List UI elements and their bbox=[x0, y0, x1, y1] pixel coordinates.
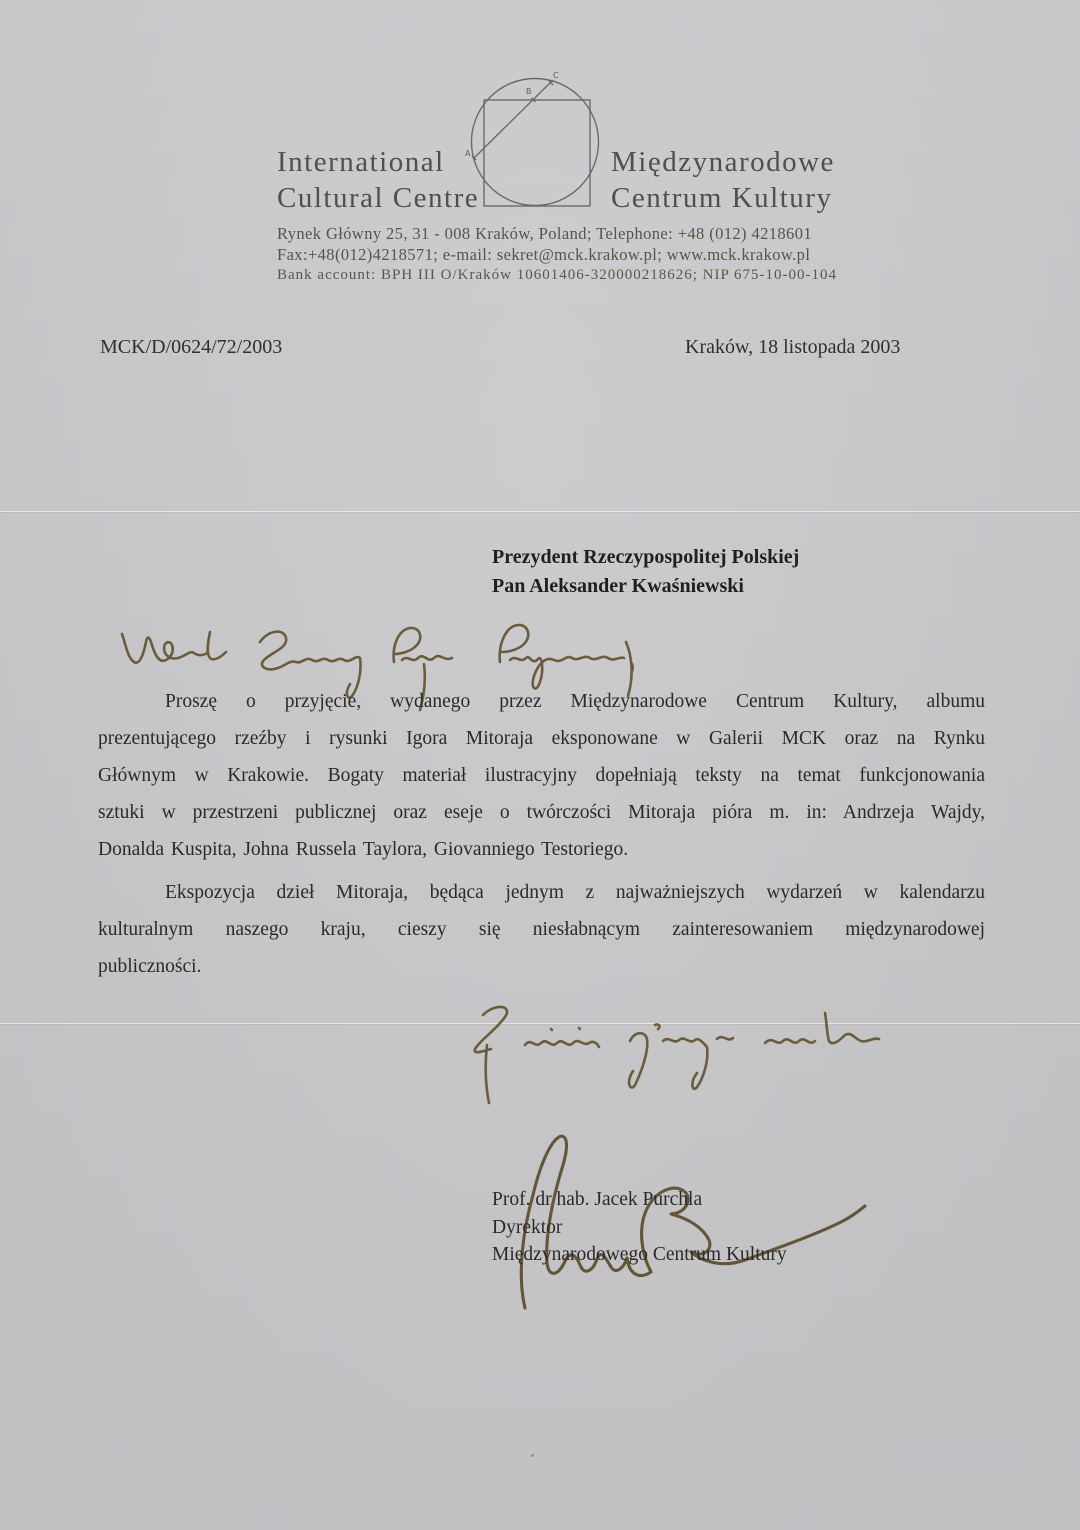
logo-point-b-label: B bbox=[526, 87, 532, 96]
body-line: kulturalnym naszego kraju, cieszy się niesłabnącym zainteresowaniem międzynarodowej bbox=[98, 919, 985, 940]
org-name-polish bbox=[611, 144, 835, 216]
address-line-2: Fax:+48(012)4218571; e-mail: sekret@mck.krakow.pl; www.mck.krakow.pl bbox=[277, 244, 811, 264]
body-paragraph-2 bbox=[98, 874, 985, 985]
body-line: Proszę o przyjęcie, wydanego przez Międzynarodowe Centrum Kultury, albumu bbox=[165, 691, 985, 712]
org-name-pl-line2: Centrum Kultury bbox=[611, 182, 833, 214]
body-line: sztuki w przestrzeni publicznej oraz eseje o twórczości Mitoraja pióra m. in: Andrzeja Wajdy, bbox=[98, 802, 985, 823]
address-line-3: Bank account: BPH III O/Kraków 10601406-320000218626; NIP 675-10-00-104 bbox=[277, 267, 837, 283]
body-line: publiczności. bbox=[98, 956, 202, 977]
paper-speck bbox=[531, 1454, 534, 1457]
recipient-block bbox=[492, 543, 799, 600]
letterhead-address bbox=[277, 224, 837, 286]
recipient-title: Prezydent Rzeczypospolitej Polskiej bbox=[492, 546, 800, 568]
address-line-1: Rynek Główny 25, 31 - 008 Kraków, Poland; Telephone: +48 (012) 4218601 bbox=[277, 224, 813, 243]
place-and-date: Kraków, 18 listopada 2003 bbox=[685, 336, 901, 358]
signer-title: Dyrektor bbox=[492, 1216, 563, 1238]
reference-number: MCK/D/0624/72/2003 bbox=[100, 336, 283, 358]
body-line: Ekspozycja dzieł Mitoraja, będąca jednym z najważniejszych wydarzeń w kalendarzu bbox=[165, 882, 985, 903]
paper-fold-line bbox=[0, 511, 1080, 513]
body-paragraph-1 bbox=[98, 683, 985, 868]
org-name-en-line1: International bbox=[277, 146, 445, 178]
paper-fold-line bbox=[0, 1023, 1080, 1025]
body-line: Donalda Kuspita, Johna Russela Taylora, Giovanniego Testoriego. bbox=[98, 839, 629, 860]
org-name-en-line2: Cultural Centre bbox=[277, 182, 480, 214]
org-name-pl-line1: Międzynarodowe bbox=[611, 146, 835, 178]
signer-organisation: Międzynarodowego Centrum Kultury bbox=[492, 1244, 787, 1265]
recipient-name: Pan Aleksander Kwaśniewski bbox=[492, 574, 744, 597]
mck-geometry-logo bbox=[465, 70, 605, 217]
circle-square-diagram-icon bbox=[465, 70, 605, 212]
logo-point-c-label: C bbox=[553, 71, 559, 80]
body-line: Głównym w Krakowie. Bogaty materiał ilustracyjny dopełniają teksty na temat funkcjonowania bbox=[98, 765, 985, 786]
org-name-english bbox=[277, 144, 479, 216]
logo-point-a-label: A bbox=[465, 149, 471, 158]
handwritten-closing bbox=[455, 995, 985, 1110]
signature-block bbox=[492, 1186, 787, 1269]
body-line: prezentującego rzeźby i rysunki Igora Mitoraja eksponowane w Galerii MCK oraz na Rynku bbox=[98, 728, 985, 749]
signer-name: Prof. dr hab. Jacek Purchla bbox=[492, 1189, 703, 1210]
